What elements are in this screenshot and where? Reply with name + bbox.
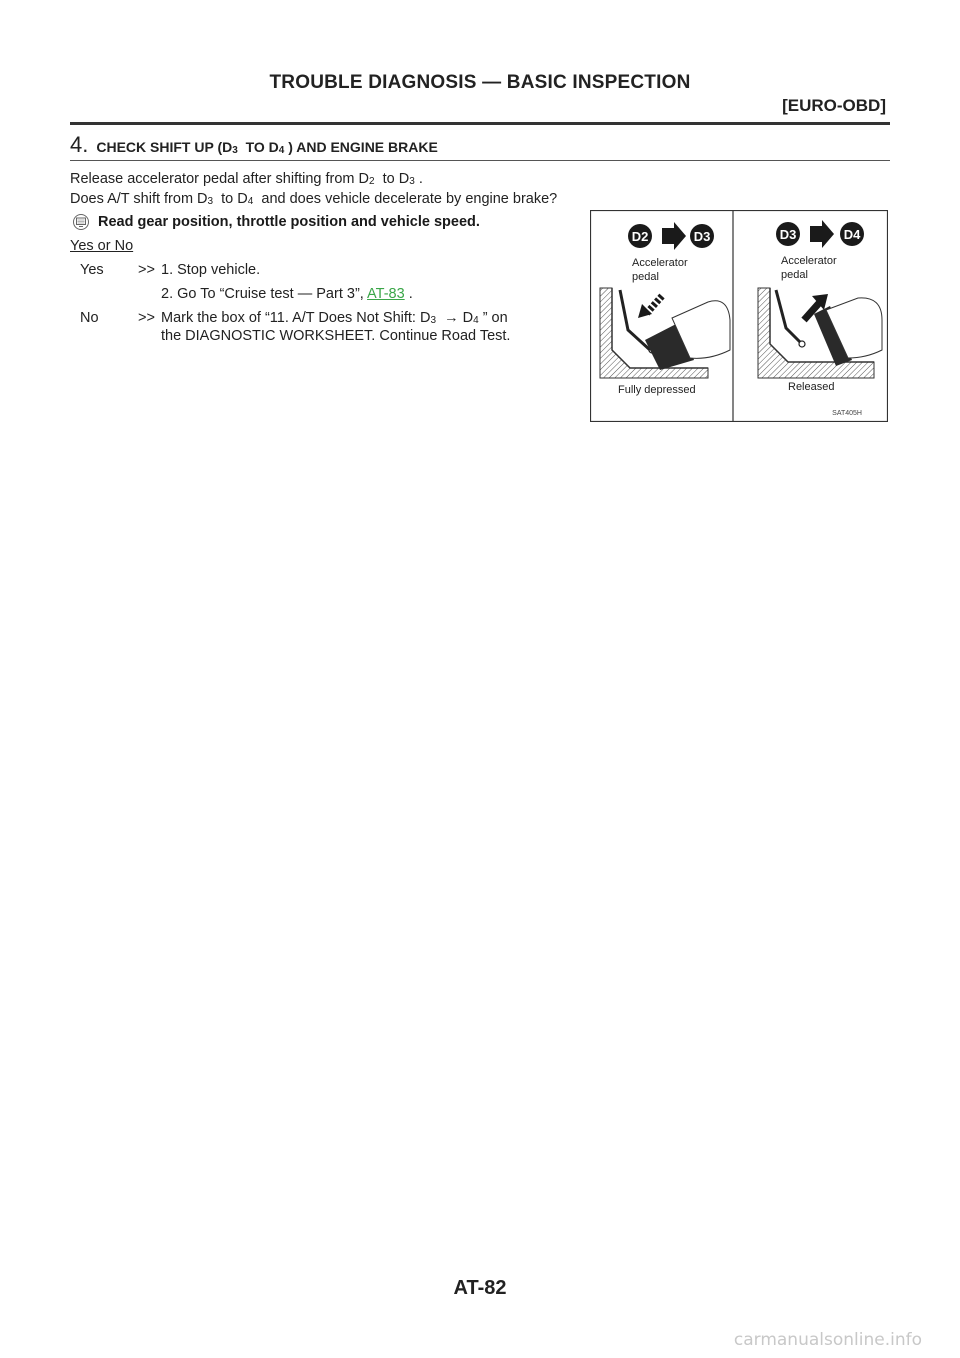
gear-badge-d2-label: D2 [631,229,649,244]
answer-yes-row [0,262,590,282]
link-at-83[interactable]: AT-83 [367,286,405,302]
answer-yes-key: Yes [80,262,104,278]
answer-yes-step2: 2. Go To “Cruise test — Part 3”, AT-83 . [161,286,413,302]
answer-no-row-2 [0,328,590,348]
header-divider [70,122,890,125]
pedal-caption-released: Released [788,381,835,393]
question-line: Does A/T shift from $D_3$ to $D_4$ and does vehicle decelerate by engine brake? [70,191,558,207]
step-number: 4. [70,132,89,157]
monitor-icon [72,213,90,231]
pedal-label: pedal [632,271,659,283]
pedal-illustration [590,210,888,422]
yes-or-no-label: Yes or No [70,238,134,254]
step-heading [70,132,890,158]
watermark: carmanualsonline.info [733,1330,922,1350]
step-heading-text: CHECK SHIFT UP ($D_3$ TO $D_4$ ) AND ENGINE BRAKE [96,139,438,156]
page-title: TROUBLE DIAGNOSIS — BASIC INSPECTION [269,72,691,93]
answer-arrow: >> [138,262,155,278]
gear-badge-d4-label: D4 [843,227,861,242]
pedal-label: Accelerator [781,255,837,267]
answer-no-text: Mark the box of “11. A/T Does Not Shift: $D_3 \to D_4$ ” on [161,310,508,326]
answer-no-row [0,310,590,330]
pedal-caption-depressed: Fully depressed [618,384,696,396]
gear-badge-d3-label: D3 [693,229,711,244]
page-number: AT-82 [453,1277,507,1299]
answer-no-text-2: the DIAGNOSTIC WORKSHEET. Continue Road Test. [161,328,511,344]
answer-no-key: No [80,310,99,326]
pedal-label: pedal [781,269,808,281]
note-text: Read gear position, throttle position and vehicle speed. [98,214,480,230]
step-divider [70,160,890,161]
section-tag: [EURO-OBD] [782,96,886,115]
answer-arrow: >> [138,310,155,326]
gear-badge-d3-right-label: D3 [779,227,797,242]
answer-yes-row-2 [0,286,590,306]
instruction-line: Release accelerator pedal after shifting from $D_2$ to $D_3$ . [70,171,423,187]
pedal-label: Accelerator [632,257,688,269]
answer-yes-step1: 1. Stop vehicle. [161,262,261,278]
figure-code: SAT405H [832,410,862,417]
